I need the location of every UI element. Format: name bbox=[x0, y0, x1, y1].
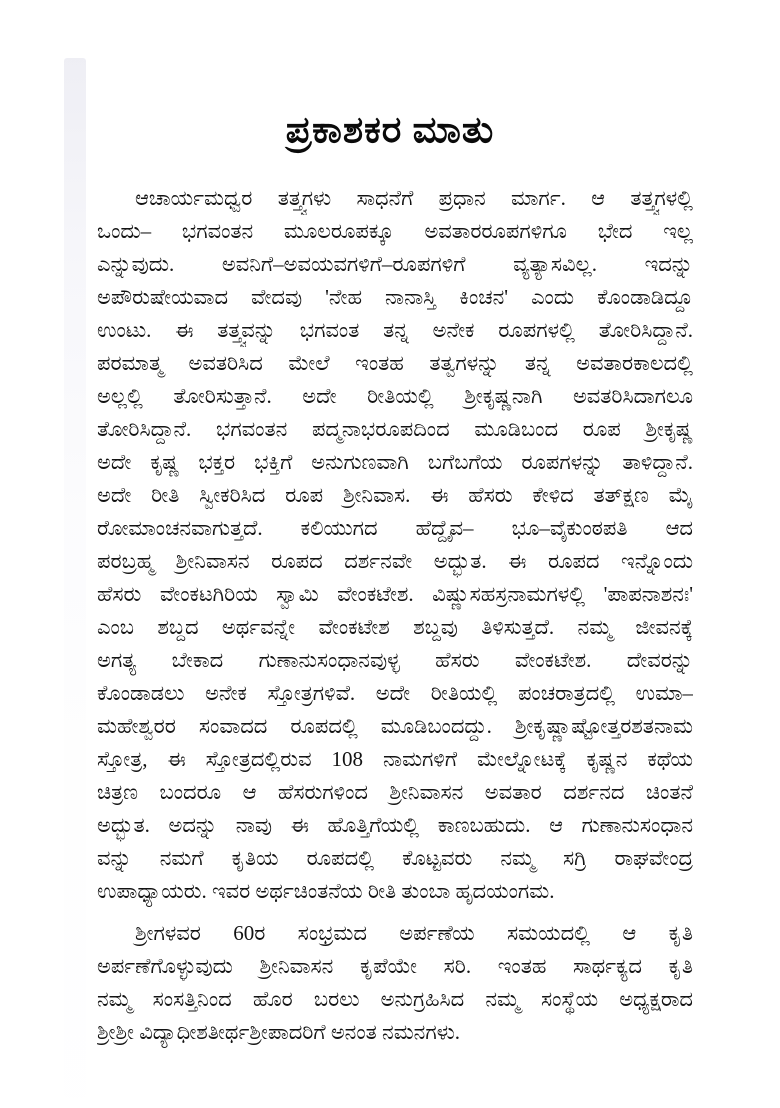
text-line: ಉಂಟು. ಈ ತತ್ತ್ವವನ್ನು ಭಗವಂತ ತನ್ನ ಅನೇಕ ರೂಪಗಳಲ್ಲಿ ತೋರಿಸಿದ್ದಾನೆ. bbox=[97, 318, 693, 342]
text-line: ಅಲ್ಲಲ್ಲಿ ತೋರಿಸುತ್ತಾನೆ. ಅದೇ ರೀತಿಯಲ್ಲಿ ಶ್ರೀಕೃಷ್ಣನಾಗಿ ಅವತರಿಸಿದಾಗಲೂ bbox=[97, 384, 693, 408]
text-line: ಹೆಸರು ವೇಂಕಟಗಿರಿಯ ಸ್ವಾಮಿ ವೇಂಕಟೇಶ. ವಿಷ್ಣುಸಹಸ್ರನಾಮಗಳಲ್ಲಿ 'ಪಾಪನಾಶನಃ' bbox=[97, 582, 693, 606]
paragraph-1 bbox=[97, 182, 693, 908]
text-line: ರೋಮಾಂಚನವಾಗುತ್ತದೆ. ಕಲಿಯುಗದ ಹೆದ್ದೈವ– ಭೂ–ವೈಕುಂಠಪತಿ ಆದ bbox=[97, 516, 693, 540]
text-line: ಶ್ರೀಗಳವರ 60ರ ಸಂಭ್ರಮದ ಅರ್ಪಣೆಯ ಸಮಯದಲ್ಲಿ ಆ ಕೃತಿ bbox=[135, 921, 693, 945]
text-line: ಉಪಾಧ್ಯಾಯರು. ಇವರ ಅರ್ಥಚಿಂತನೆಯ ರೀತಿ ತುಂಬಾ ಹೃದಯಂಗಮ. bbox=[97, 879, 555, 903]
text-line: ಅದ್ಭುತ. ಅದನ್ನು ನಾವು ಈ ಹೊತ್ತಿಗೆಯಲ್ಲಿ ಕಾಣಬಹುದು. ಆ ಗುಣಾನುಸಂಧಾನ bbox=[97, 813, 693, 837]
text-line: ಪರಮಾತ್ಮ ಅವತರಿಸಿದ ಮೇಲೆ ಇಂತಹ ತತ್ವಗಳನ್ನು ತನ್ನ ಅವತಾರಕಾಲದಲ್ಲಿ bbox=[97, 351, 693, 375]
text-line: ಎಂಬ ಶಬ್ದದ ಅರ್ಥವನ್ನೇ ವೇಂಕಟೇಶ ಶಬ್ದವು ತಿಳಿಸುತ್ತದೆ. ನಮ್ಮ ಜೀವನಕ್ಕೆ bbox=[97, 615, 693, 639]
text-line: ಆಚಾರ್ಯಮಧ್ವರ ತತ್ತ್ವಗಳು ಸಾಧನೆಗೆ ಪ್ರಧಾನ ಮಾರ್ಗ. ಆ ತತ್ತ್ವಗಳಲ್ಲಿ bbox=[135, 186, 693, 210]
text-line: ಅಪೌರುಷೇಯವಾದ ವೇದವು 'ನೇಹ ನಾನಾಸ್ತಿ ಕಿಂಚನ' ಎಂದು ಕೊಂಡಾಡಿದ್ದೂ bbox=[97, 285, 693, 309]
text-line: ಚಿತ್ರಣ ಬಂದರೂ ಆ ಹೆಸರುಗಳಿಂದ ಶ್ರೀನಿವಾಸನ ಅವತಾರ ದರ್ಶನದ ಚಿಂತನೆ bbox=[97, 780, 693, 804]
text-line: ಮಹೇಶ್ವರರ ಸಂವಾದದ ರೂಪದಲ್ಲಿ ಮೂಡಿಬಂದದ್ದು. ಶ್ರೀಕೃಷ್ಣಾಷ್ಟೋತ್ತರಶತನಾಮ bbox=[97, 714, 693, 738]
text-line: ನಮ್ಮ ಸಂಸತ್ತಿನಿಂದ ಹೊರ ಬರಲು ಅನುಗ್ರಹಿಸಿದ ನಮ್ಮ ಸಂಸ್ಥೆಯ ಅಧ್ಯಕ್ಷರಾದ bbox=[97, 987, 693, 1011]
text-line: ಶ್ರೀಶ್ರೀ ವಿದ್ಯಾಧೀಶತೀರ್ಥಶ್ರೀಪಾದರಿಗೆ ಅನಂತ ನಮನಗಳು. bbox=[97, 1020, 461, 1044]
text-line: ಪರಬ್ರಹ್ಮ ಶ್ರೀನಿವಾಸನ ರೂಪದ ದರ್ಶನವೇ ಅದ್ಭುತ. ಈ ರೂಪದ ಇನ್ನೊಂದು bbox=[97, 549, 693, 573]
text-line: ಎನ್ನುವುದು. ಅವನಿಗೆ–ಅವಯವಗಳಿಗೆ–ರೂಪಗಳಿಗೆ ವ್ಯತ್ಯಾಸವಿಲ್ಲ. ಇದನ್ನು bbox=[97, 252, 693, 276]
text-line: ತೋರಿಸಿದ್ದಾನೆ. ಭಗವಂತನ ಪದ್ಮನಾಭರೂಪದಿಂದ ಮೂಡಿಬಂದ ರೂಪ ಶ್ರೀಕೃಷ್ಣ bbox=[97, 417, 693, 441]
text-line: ಅರ್ಪಣೆಗೊಳ್ಳುವುದು ಶ್ರೀನಿವಾಸನ ಕೃಪೆಯೇ ಸರಿ. ಇಂತಹ ಸಾರ್ಥಕ್ಯದ ಕೃತಿ bbox=[97, 954, 693, 978]
scan-edge-shadow bbox=[64, 58, 86, 1098]
text-line: ವನ್ನು ನಮಗೆ ಕೃತಿಯ ರೂಪದಲ್ಲಿ ಕೊಟ್ಟವರು ನಮ್ಮ ಸಗ್ರಿ ರಾಘವೇಂದ್ರ bbox=[97, 846, 693, 870]
page-title: ಪ್ರಕಾಶಕರ ಮಾತು bbox=[285, 109, 495, 151]
text-line: ಒಂದು– ಭಗವಂತನ ಮೂಲರೂಪಕ್ಕೂ ಅವತಾರರೂಪಗಳಿಗೂ ಭೇದ ಇಲ್ಲ bbox=[97, 219, 693, 243]
text-line: ಅದೇ ರೀತಿ ಸ್ವೀಕರಿಸಿದ ರೂಪ ಶ್ರೀನಿವಾಸ. ಈ ಹೆಸರು ಕೇಳಿದ ತತ್‌ಕ್ಷಣ ಮೈ bbox=[97, 483, 693, 507]
text-line: ಸ್ತೋತ್ರ, ಈ ಸ್ತೋತ್ರದಲ್ಲಿರುವ 108 ನಾಮಗಳಿಗೆ ಮೇಲ್ನೋಟಕ್ಕೆ ಕೃಷ್ಣನ ಕಥೆಯ bbox=[97, 747, 693, 771]
text-line: ಅಗತ್ಯ ಬೇಕಾದ ಗುಣಾನುಸಂಧಾನವುಳ್ಳ ಹೆಸರು ವೇಂಕಟೇಶ. ದೇವರನ್ನು bbox=[97, 648, 693, 672]
body-text bbox=[97, 182, 693, 1049]
text-line: ಅದೇ ಕೃಷ್ಣ ಭಕ್ತರ ಭಕ್ತಿಗೆ ಅನುಗುಣವಾಗಿ ಬಗೆಬಗೆಯ ರೂಪಗಳನ್ನು ತಾಳಿದ್ದಾನೆ. bbox=[97, 450, 693, 474]
paragraph-2 bbox=[97, 917, 693, 1049]
text-line: ಕೊಂಡಾಡಲು ಅನೇಕ ಸ್ತೋತ್ರಗಳಿವೆ. ಅದೇ ರೀತಿಯಲ್ಲಿ ಪಂಚರಾತ್ರದಲ್ಲಿ ಉಮಾ– bbox=[97, 681, 693, 705]
